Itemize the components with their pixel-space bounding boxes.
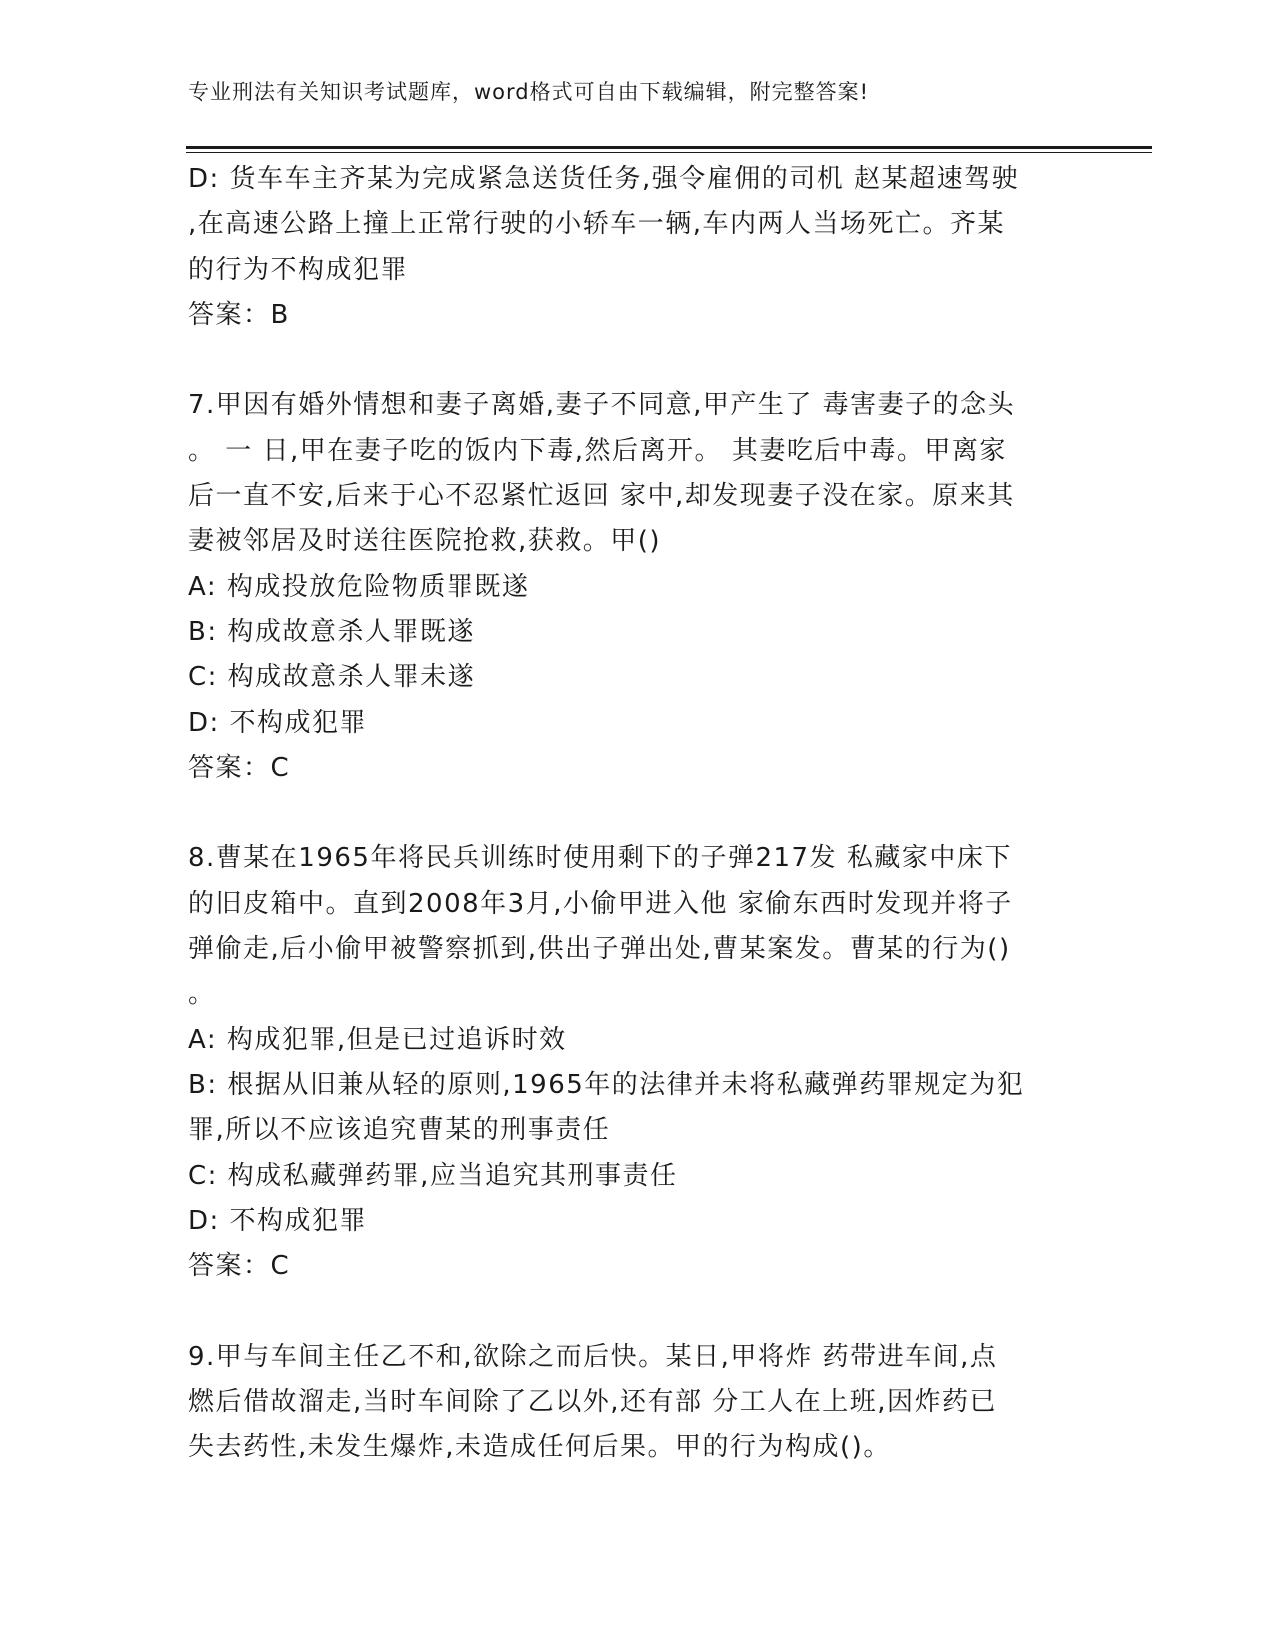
question-stem-line: 9.甲与车间主任乙不和,欲除之而后快。某日,甲将炸 药带进车间,点 bbox=[188, 1341, 998, 1372]
option-a: A: 构成投放危险物质罪既遂 bbox=[188, 571, 530, 602]
answer-line: 答案：C bbox=[188, 752, 291, 783]
option-b-continued: 罪,所以不应该追究曹某的刑事责任 bbox=[188, 1115, 611, 1146]
document-body bbox=[188, 157, 1088, 1471]
question-stem-line: 失去药性,未发生爆炸,未造成任何后果。甲的行为构成()。 bbox=[188, 1432, 891, 1463]
question-block bbox=[188, 157, 1088, 338]
question-stem-line: 妻被邻居及时送往医院抢救,获救。甲() bbox=[188, 526, 662, 557]
question-block bbox=[188, 383, 1088, 791]
question-line: ,在高速公路上撞上正常行驶的小轿车一辆,车内两人当场死亡。齐某 bbox=[188, 209, 1006, 240]
option-c: C: 构成故意杀人罪未遂 bbox=[188, 662, 476, 693]
question-block bbox=[188, 1335, 1088, 1471]
option-c: C: 构成私藏弹药罪,应当追究其刑事责任 bbox=[188, 1160, 678, 1191]
question-stem-line: 8.曹某在1965年将民兵训练时使用剩下的子弹217发 私藏家中床下 bbox=[188, 843, 1012, 874]
option-b: B: 根据从旧兼从轻的原则,1965年的法律并未将私藏弹药罪规定为犯 bbox=[188, 1069, 1025, 1100]
question-stem-line: 弹偷走,后小偷甲被警察抓到,供出子弹出处,曹某案发。曹某的行为() bbox=[188, 934, 1011, 965]
question-line: D: 货车车主齐某为完成紧急送货任务,强令雇佣的司机 赵某超速驾驶 bbox=[188, 164, 1020, 194]
block-spacer bbox=[188, 338, 1088, 383]
question-stem-line: 燃后借故溜走,当时车间除了乙以外,还有部 分工人在上班,因炸药已 bbox=[188, 1387, 998, 1418]
option-a: A: 构成犯罪,但是已过追诉时效 bbox=[188, 1024, 567, 1055]
question-stem-line: 后一直不安,后来于心不忍紧忙返回 家中,却发现妻子没在家。原来其 bbox=[188, 481, 1015, 512]
option-b: B: 构成故意杀人罪既遂 bbox=[188, 616, 475, 647]
answer-line: 答案：B bbox=[188, 299, 290, 330]
question-stem-line: 7.甲因有婚外情想和妻子离婚,妻子不同意,甲产生了 毒害妻子的念头 bbox=[188, 390, 1016, 421]
option-d: D: 不构成犯罪 bbox=[188, 1205, 368, 1236]
question-stem-line: 的旧皮箱中。直到2008年3月,小偷甲进入他 家偷东西时发现并将子 bbox=[188, 888, 1013, 919]
page-header: 专业刑法有关知识考试题库，word格式可自由下载编辑，附完整答案! bbox=[188, 80, 870, 104]
question-stem-line: 。 bbox=[188, 979, 216, 1010]
question-stem-line: 。 一 日,甲在妻子吃的饭内下毒,然后离开。 其妻吃后中毒。甲离家 bbox=[188, 435, 1007, 466]
question-line: 的行为不构成犯罪 bbox=[188, 254, 409, 285]
block-spacer bbox=[188, 791, 1088, 836]
block-spacer bbox=[188, 1289, 1088, 1334]
header-divider-thin bbox=[186, 152, 1152, 153]
header-divider-thick bbox=[186, 146, 1152, 149]
answer-line: 答案：C bbox=[188, 1251, 291, 1282]
question-block bbox=[188, 836, 1088, 1289]
option-d: D: 不构成犯罪 bbox=[188, 707, 368, 738]
